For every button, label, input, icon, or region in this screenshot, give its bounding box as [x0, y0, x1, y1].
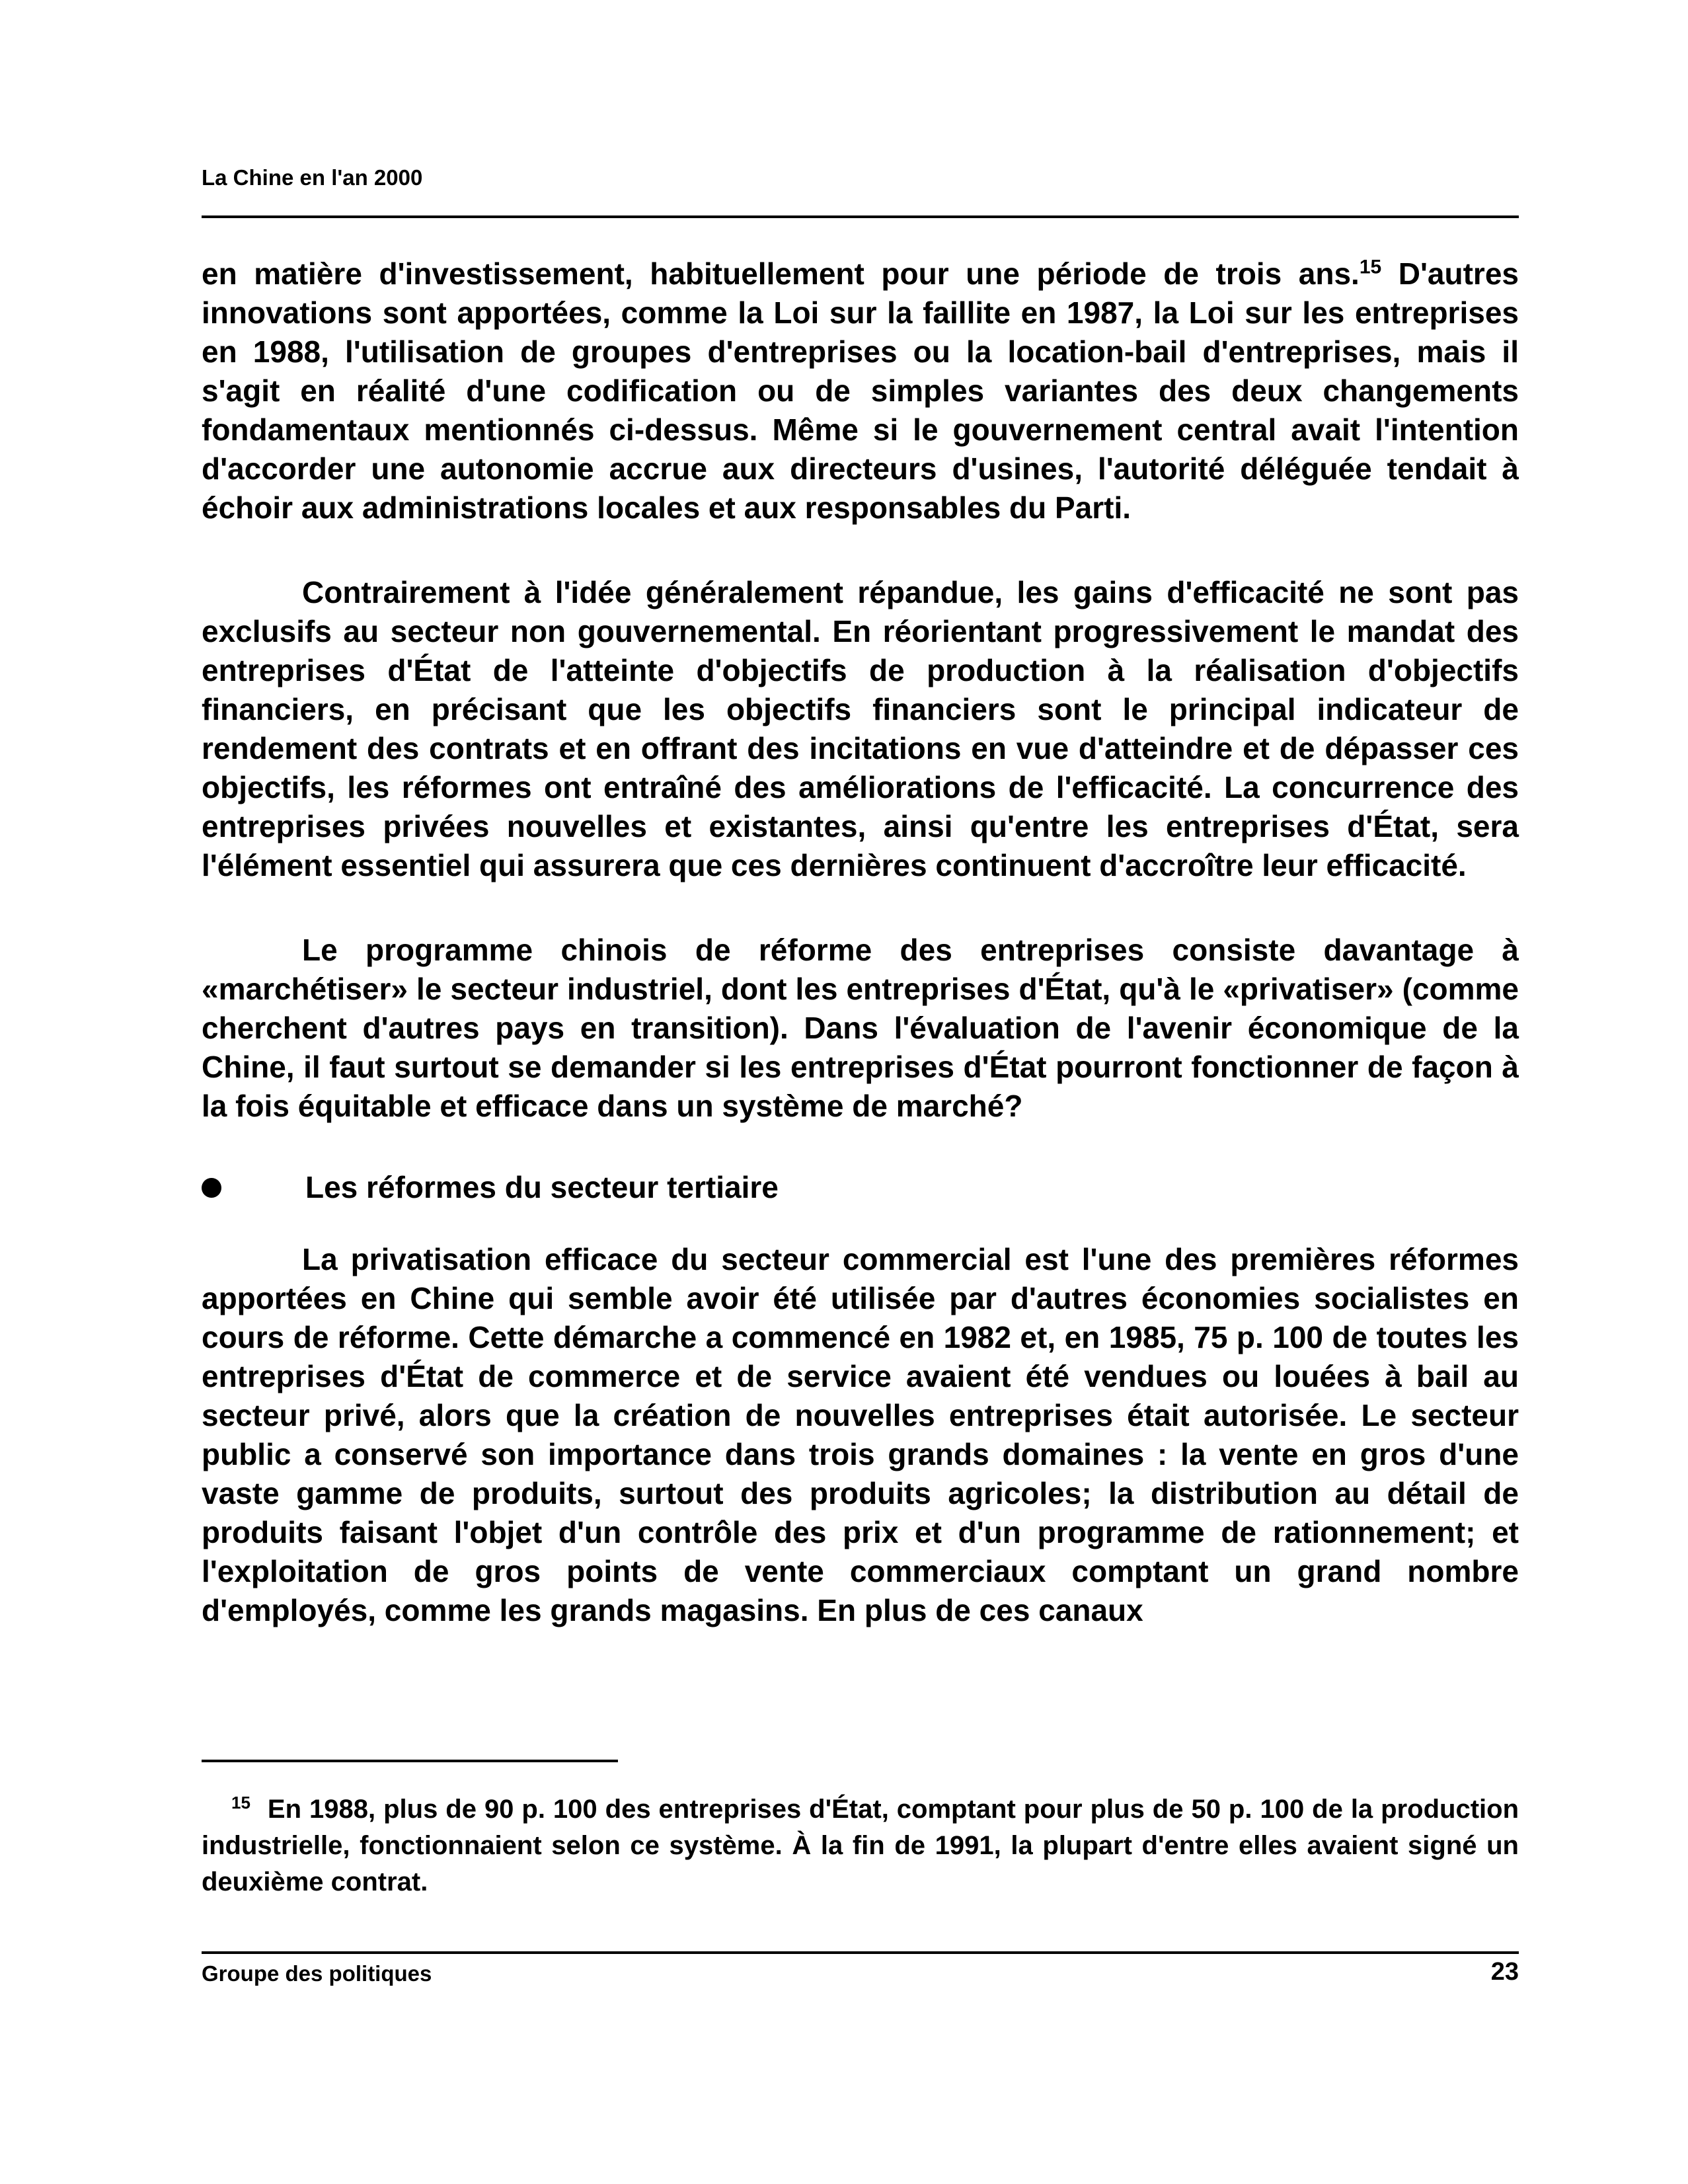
footer-publisher: Groupe des politiques: [202, 1961, 432, 1986]
footnote-text: En 1988, plus de 90 p. 100 des entreprises d'État, comptant pour plus de 50 p. 100 de la production industrielle, fonctionnaient selon ce système. À la fin de 1991, la plupart d'entre elles avaient signé un deuxième contrat.: [202, 1795, 1519, 1896]
running-header: La Chine en l'an 2000: [202, 165, 423, 190]
footnote: [202, 1791, 1519, 1900]
bullet-icon: [202, 1178, 221, 1198]
paragraph-1: [202, 254, 1519, 527]
footnote-mark: 15: [231, 1792, 250, 1813]
page-number: 23: [1490, 1958, 1519, 1986]
footnote-reference[interactable]: 15: [1359, 256, 1382, 278]
body-text: [202, 254, 1519, 1630]
paragraph-1-text-cont: D'autres innovations sont apportées, comme la Loi sur la faillite en 1987, la Loi sur les entreprises en 1988, l'utilisation de groupes d'entreprises ou la location-bail d'entreprises, mais il s'agit en réalité d'une codification ou de simples variantes des deux changements fondamentaux mentionnés ci-dessus. Même si le gouvernement central avait l'intention d'accorder une autonomie accrue aux directeurs d'usines, l'autorité déléguée tendait à échoir aux administrations locales et aux responsables du Parti.: [202, 256, 1519, 525]
section-heading-text: Les réformes du secteur tertiaire: [305, 1170, 779, 1204]
paragraph-1-text: en matière d'investissement, habituellement pour une période de trois ans.: [202, 256, 1360, 291]
section-heading: [202, 1168, 1519, 1207]
paragraph-2: Contrairement à l'idée généralement répandue, les gains d'efficacité ne sont pas exclusifs au secteur non gouvernemental. En réorientant progressivement le mandat des entreprises d'État de l'atteinte d'objectifs de production à la réalisation d'objectifs financiers, en précisant que les objectifs financiers sont le principal indicateur de rendement des contrats et en offrant des incitations en vue d'atteindre et de dépasser ces objectifs, les réformes ont entraîné des améliorations de l'efficacité. La concurrence des entreprises privées nouvelles et existantes, ainsi qu'entre les entreprises d'État, sera l'élément essentiel qui assurera que ces dernières continuent d'accroître leur efficacité.: [202, 575, 1519, 882]
header-rule: [202, 215, 1519, 218]
footnote-rule: [202, 1760, 618, 1762]
footer-rule: [202, 1951, 1519, 1954]
paragraph-4: La privatisation efficace du secteur commercial est l'une des premières réformes apportées en Chine qui semble avoir été utilisée par d'autres économies socialistes en cours de réforme. Cette démarche a commencé en 1982 et, en 1985, 75 p. 100 de toutes les entreprises d'État de commerce et de service avaient été vendues ou louées à bail au secteur privé, alors que la création de nouvelles entreprises était autorisée. Le secteur public a conservé son importance dans trois grands domaines : la vente en gros d'une vaste gamme de produits, surtout des produits agricoles; la distribution au détail de produits faisant l'objet d'un contrôle des prix et d'un programme de rationnement; et l'exploitation de gros points de vente commerciaux comptant un grand nombre d'employés, comme les grands magasins. En plus de ces canaux: [202, 1242, 1519, 1627]
paragraph-3: Le programme chinois de réforme des entreprises consiste davantage à «marchétiser» le secteur industriel, dont les entreprises d'État, qu'à le «privatiser» (comme cherchent d'autres pays en transition). Dans l'évaluation de l'avenir économique de la Chine, il faut surtout se demander si les entreprises d'État pourront fonctionner de façon à la fois équitable et efficace dans un système de marché?: [202, 933, 1519, 1123]
